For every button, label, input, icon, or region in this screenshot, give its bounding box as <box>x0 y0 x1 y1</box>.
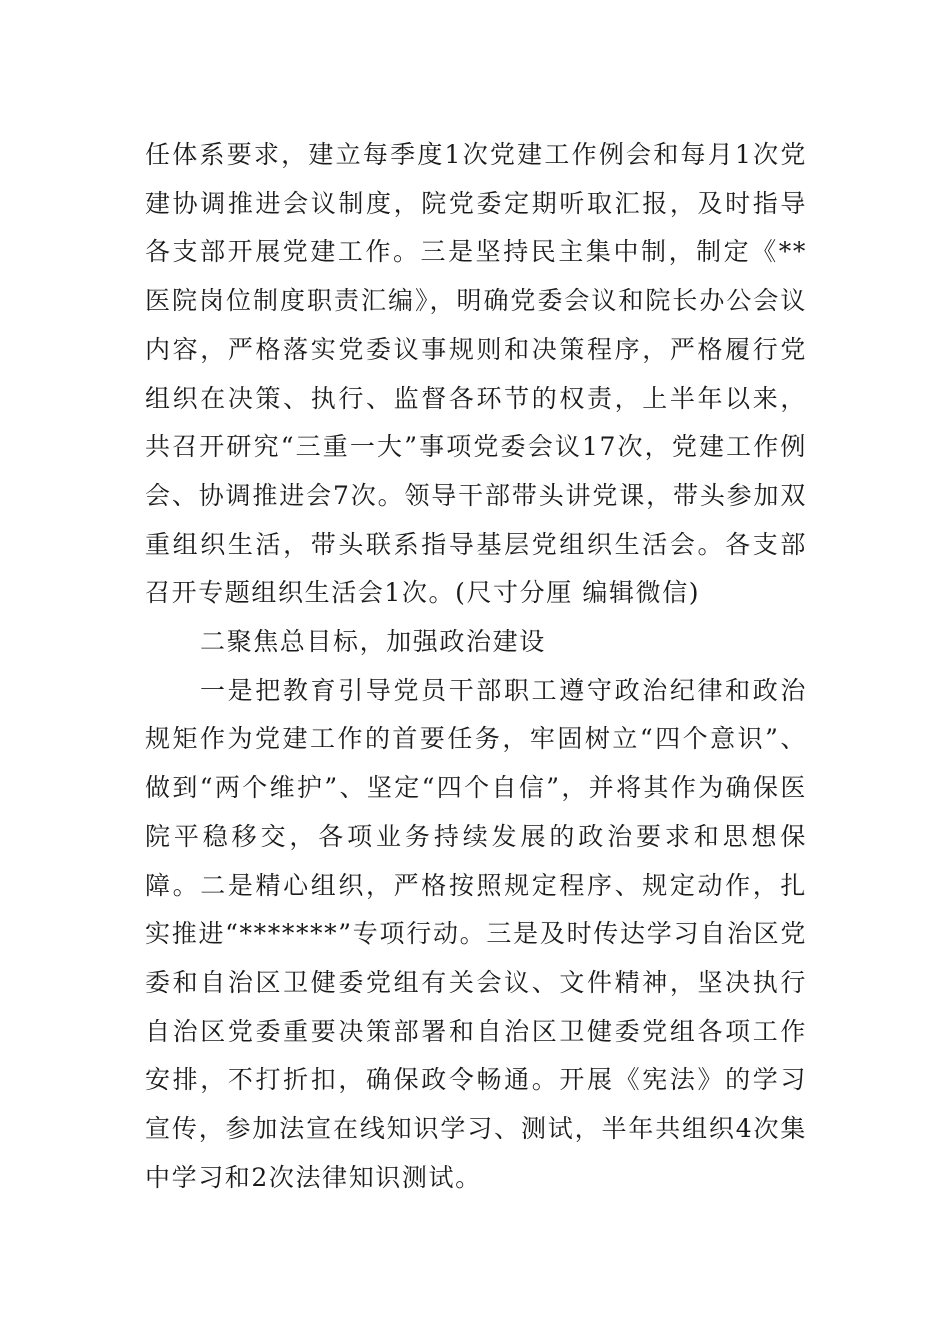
section-heading-political-building: 二聚焦总目标，加强政治建设 <box>200 627 546 657</box>
document-body <box>145 131 807 1202</box>
body-paragraph-political-building: 一是把教育引导党员干部职工遵守政治纪律和政治规矩作为党建工作的首要任务，牢固树立“四个意识”、做到“两个维护”、坚定“四个自信”，并将其作为确保医院平稳移交，各项业务持续发展的政治要求和思想保障。二是精心组织，严格按照规定程序、规定动作，扎实推进“*******”专项行动。三是及时传达学习自治区党委和自治区卫健委党组有关会议、文件精神，坚决执行自治区党委重要决策部署和自治区卫健委党组各项工作安排，不打折扣，确保政令畅通。开展《宪法》的学习宣传，参加法宣在线知识学习、测试，半年共组织4次集中学习和2次法律知识测试。 <box>145 675 807 1192</box>
body-paragraph-continued: 任体系要求，建立每季度1次党建工作例会和每月1次党建协调推进会议制度，院党委定期听取汇报，及时指导各支部开展党建工作。三是坚持民主集中制，制定《**医院岗位制度职责汇编》，明确党委会议和院长办公会议内容，严格落实党委议事规则和决策程序，严格履行党组织在决策、执行、监督各环节的权责，上半年以来，共召开研究“三重一大”事项党委会议17次，党建工作例会、协调推进会7次。领导干部带头讲党课，带头参加双重组织生活，带头联系指导基层党组织生活会。各支部召开专题组织生活会1次。(尺寸分厘 编辑微信) <box>145 140 807 608</box>
